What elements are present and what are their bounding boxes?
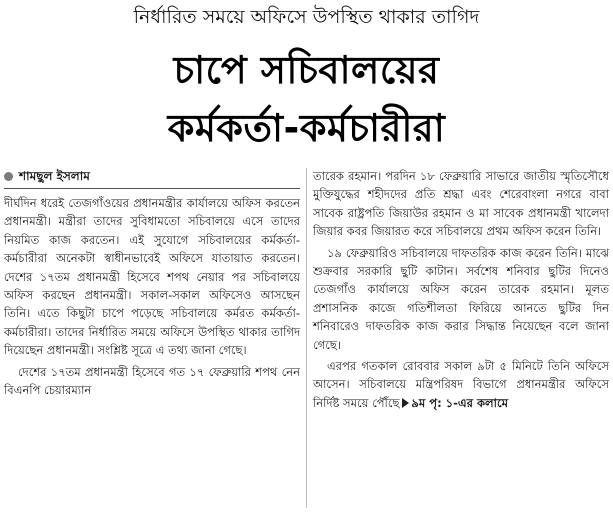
byline-bullet-icon <box>4 172 13 181</box>
headline-line-2: কর্মকর্তা-কর্মচারীরা <box>167 106 446 150</box>
column-divider <box>306 168 307 508</box>
continuation-jump: ৯ম পৃ: ১-এর কলামে <box>411 395 508 410</box>
byline-rule <box>4 188 300 189</box>
continuation-arrow-icon <box>402 398 409 408</box>
byline-author: শামছুল ইসলাম <box>19 168 90 183</box>
right-paragraph-2: ১৯ ফেব্রুয়ারিও সচিবালয়ে দাফতরিক কাজ করেন তিনি। মাঝে শুক্রবার সরকারি ছুটি কাটান। সর্বশেষ শনিবার ছুটির দিনেও তেজগাঁও কার্যালয়ে অফিস করেন তারেক রহমান। মূলত প্রশাসনিক কাজে গতিশীলতা ফিরিয়ে আনতে ছুটির দিন শনিবারেও দাফতরিক কাজ করার সিদ্ধান্ত নিয়েছেন বলে জানা গেছে। <box>313 245 609 352</box>
article-right-column <box>313 167 609 412</box>
right-paragraph-3-text: এরপর গতকাল রোববার সকাল ৯টা ৫ মিনিটে তিনি অফিসে আসেন। সচিবালয়ে মন্ত্রিপরিষদ বিভাগে প্রধানমন্ত্রীর অফিসে নির্দিষ্ট সময়ে পৌঁছে <box>313 359 609 410</box>
headline-line-1: চাপে সচিবালয়ের <box>173 48 440 92</box>
right-paragraph-3 <box>313 357 609 412</box>
right-paragraph-1: তারেক রহমান। পরদিন ১৮ ফেব্রুয়ারি সাভারে জাতীয় স্মৃতিসৌধে মুক্তিযুদ্ধের শহীদদের প্রতি শ্রদ্ধা এবং শেরেবাংলা নগরে বাবা সাবেক রাষ্ট্রপতি জিয়াউর রহমান ও মা সাবেক প্রধানমন্ত্রী খালেদা জিয়ার কবর জিয়ারত করে সচিবালয়ে প্রথম অফিস করেন তিনি। <box>313 169 609 239</box>
byline <box>4 167 300 185</box>
article-left-column <box>4 167 300 399</box>
article-kicker: নির্ধারিত সময়ে অফিসে উপস্থিত থাকার তাগিদ <box>133 6 480 28</box>
left-paragraph-1: দীর্ঘদিন ধরেই তেজগাঁওয়ের প্রধানমন্ত্রীর কার্যালয়ে অফিস করতেন প্রধানমন্ত্রী। মন্ত্রীরা তাদের সুবিধামতো সচিবালয়ে এসে তাদের নিয়মিত কাজ করতেন। এই সুযোগে সচিবালয়ের কর্মকর্তা-কর্মচারীরা অনেকটা স্বাধীনভাবেই অফিসে যাতায়াত করতেন। দেশের ১৭তম প্রধানমন্ত্রী হিসেবে শপথ নেয়ার পর সচিবালয়ে অফিস করছেন প্রধানমন্ত্রী। সকাল-সকাল অফিসেও আসছেন তিনি। এতে কিছুটা চাপে পড়েছে সচিবালয়ে কর্মরত কর্মকর্তা-কর্মচারীরা। তাদের নির্ধারিত সময়ে অফিসে উপস্থিত থাকার তাগিদ দিয়েছেন প্রধানমন্ত্রী। সংশ্লিষ্ট সূত্রে এ তথ্য জানা গেছে। <box>4 196 300 358</box>
left-paragraph-2: দেশের ১৭তম প্রধানমন্ত্রী হিসেবে গত ১৭ ফেব্রুয়ারি শপথ নেন বিএনপি চেয়ারম্যান <box>4 364 300 398</box>
